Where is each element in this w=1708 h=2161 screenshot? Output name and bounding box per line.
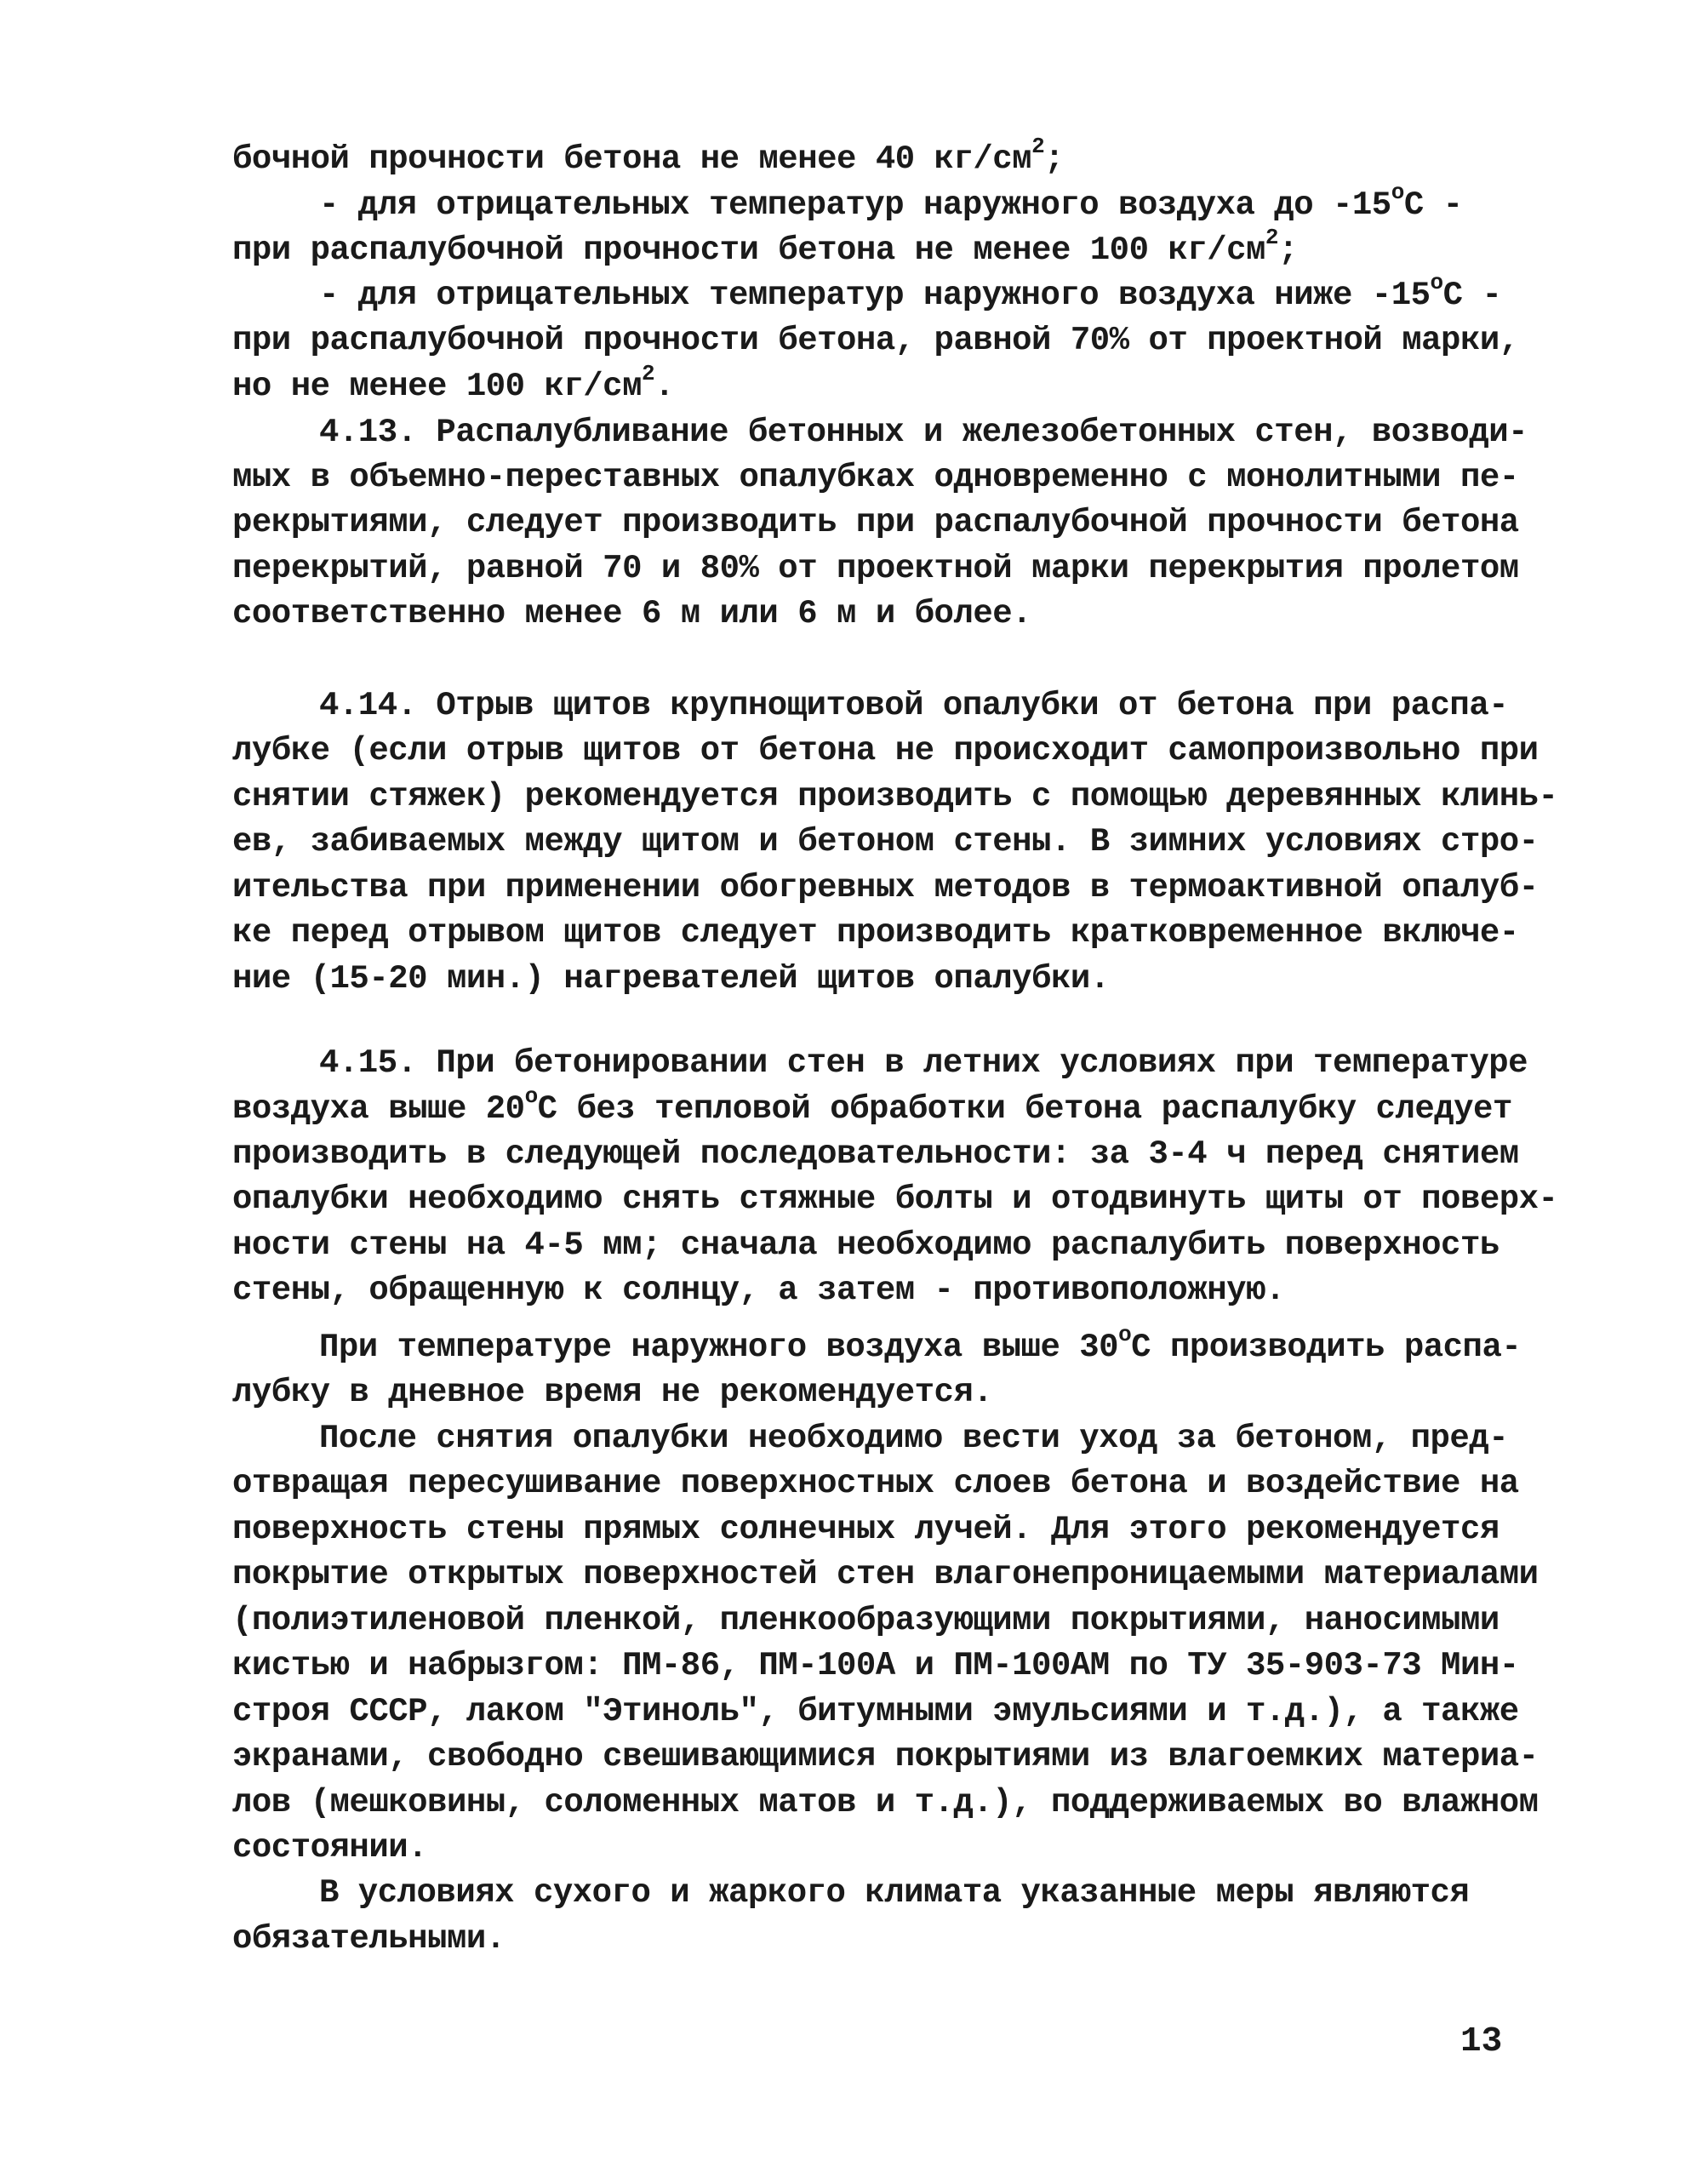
text-line: лубке (если отрыв щитов от бетона не происходит самопроизвольно при [232,732,1539,769]
text-line: ке перед отрывом щитов следует производить кратковременное включе- [232,914,1519,952]
text-line: При температуре наружного воздуха выше 30$^o$С производить распа- [319,1322,1522,1366]
text-line: ности стены на 4-5 мм; сначала необходимо распалубить поверхность [232,1226,1499,1264]
text-line: экранами, свободно свешивающимися покрытиями из влагоемких материа- [232,1738,1539,1775]
text-line: ние (15-20 мин.) нагревателей щитов опалубки. [232,960,1110,998]
text-line: лубку в дневное время не рекомендуется. [232,1374,993,1411]
text-line: производить в следующей последовательности: за 3-4 ч перед снятием [232,1135,1519,1173]
text-line: перекрытий, равной 70 и 80% от проектной марки перекрытия пролетом [232,550,1519,587]
text-line: строя СССР, лаком "Этиноль", битумными эмульсиями и т.д.), а также [232,1693,1519,1730]
text-line: состоянии. [232,1829,428,1867]
text-line: при распалубочной прочности бетона, равной 70% от проектной марки, [232,322,1519,359]
section-4-15-heading-line: 4.15. При бетонировании стен в летних условиях при температуре [319,1044,1528,1082]
text-line: кистью и набрызгом: ПМ-86, ПМ-100А и ПМ-100АМ по ТУ 35-903-73 Мин- [232,1647,1519,1684]
text-line: (полиэтиленовой пленкой, пленкообразующими покрытиями, наносимыми [232,1602,1499,1639]
text-line: После снятия опалубки необходимо вести уход за бетоном, пред- [319,1420,1509,1457]
text-line: ев, забиваемых между щитом и бетоном стены. В зимних условиях стро- [232,823,1539,860]
text-line: отвращая пересушивание поверхностных слоев бетона и воздействие на [232,1465,1519,1502]
section-4-13-heading-line: 4.13. Распалубливание бетонных и железобетонных стен, возводи- [319,414,1528,451]
page-number: 13 [1460,2022,1503,2061]
text-line: соответственно менее 6 м или 6 м и более. [232,595,1032,632]
text-line: но не менее 100 $кг/см^2$. [232,361,674,405]
text-line: мых в объемно-переставных опалубках одновременно с монолитными пе- [232,459,1519,496]
text-line: стены, обращенную к солнцу, а затем - противоположную. [232,1272,1285,1309]
text-line: В условиях сухого и жаркого климата указанные меры являются [319,1874,1470,1912]
text-line: снятии стяжек) рекомендуется производить с помощью деревянных клинь- [232,778,1558,815]
text-line: - для отрицательных температур наружного воздуха до -15$^o$С - [319,180,1463,224]
text-line: лов (мешковины, соломенных матов и т.д.), поддерживаемых во влажном [232,1784,1539,1821]
text-line: при распалубочной прочности бетона не менее 100 $кг/см^2$; [232,225,1298,269]
text-line: поверхность стены прямых солнечных лучей. Для этого рекомендуется [232,1511,1499,1548]
text-line: бочной прочности бетона не менее 40 $кг/см^2$; [232,134,1065,178]
text-line: рекрытиями, следует производить при распалубочной прочности бетона [232,504,1519,541]
text-line: опалубки необходимо снять стяжные болты и отодвинуть щиты от поверх- [232,1181,1558,1218]
text-line: - для отрицательных температур наружного воздуха ниже -15$^o$С - [319,270,1502,314]
text-line: покрытие открытых поверхностей стен влагонепроницаемыми материалами [232,1556,1539,1593]
text-line: воздуха выше 20$^o$С без тепловой обработки бетона распалубку следует [232,1083,1512,1128]
text-line: ительства при применении обогревных методов в термоактивной опалуб- [232,869,1539,906]
text-line: обязательными. [232,1920,506,1958]
section-4-14-heading-line: 4.14. Отрыв щитов крупнощитовой опалубки от бетона при распа- [319,687,1509,724]
